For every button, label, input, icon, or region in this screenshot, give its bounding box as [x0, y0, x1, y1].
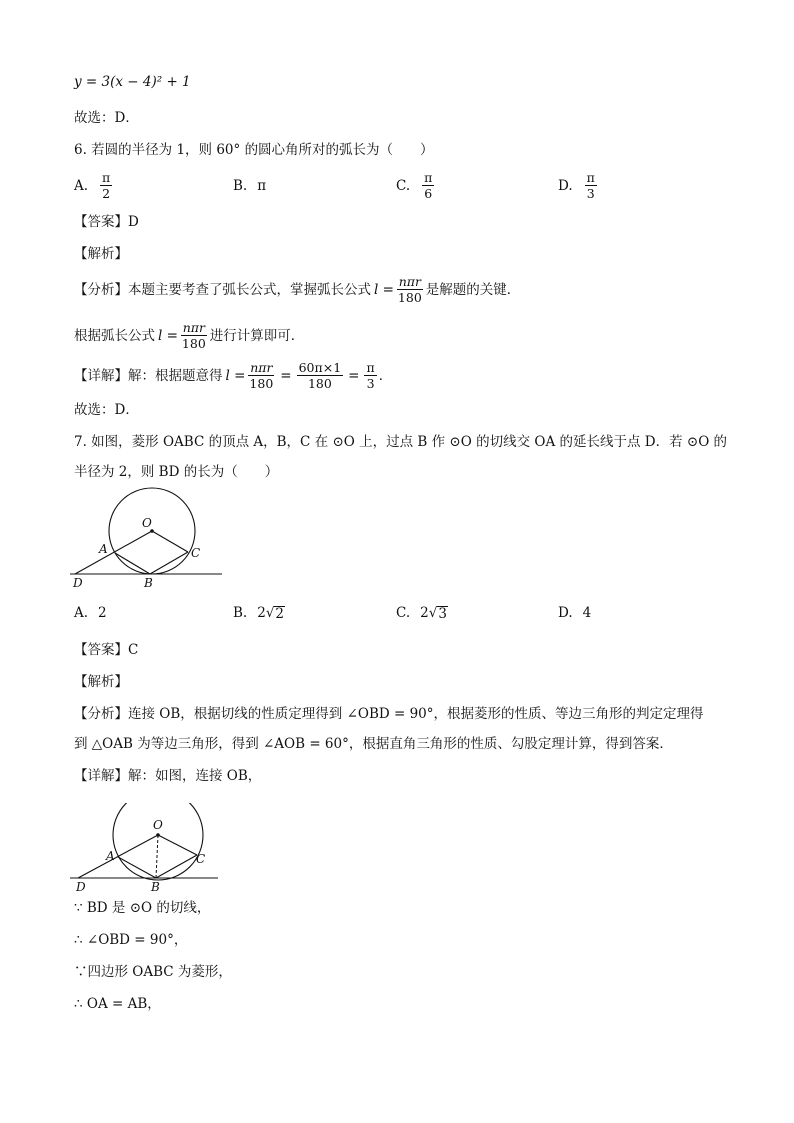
q7-step-4: ∴ OA = AB， [74, 996, 161, 1012]
q6-calc [74, 320, 304, 351]
q7-option-a [74, 603, 107, 623]
prev-choice: 故选：D． [74, 110, 139, 126]
q7-figure [70, 486, 230, 592]
q6-option-c [396, 170, 436, 201]
option-label: D. [558, 177, 573, 194]
arc-fraction [180, 320, 208, 351]
line-do [75, 531, 152, 574]
label-o: O [153, 818, 163, 832]
arc-fraction [247, 360, 275, 391]
q6-choice: 故选：D． [74, 402, 139, 418]
arc-fraction [396, 274, 424, 305]
q6-answer: 【答案】D [74, 214, 139, 230]
q7-solution-figure [70, 803, 226, 897]
numerator: π [424, 170, 433, 185]
label-a: A [106, 849, 115, 863]
denominator: 6 [424, 186, 433, 201]
option-label: D. [558, 605, 573, 621]
option-text: π [257, 178, 267, 194]
fenxi-suffix: 是解题的关键． [425, 281, 521, 298]
q6-option-d [558, 170, 599, 201]
denominator: 180 [249, 376, 274, 391]
q6-fenxi [74, 274, 520, 305]
numerator: 60π×1 [298, 360, 342, 375]
q7-option-d [558, 603, 591, 623]
label-d: D [73, 576, 83, 590]
prev-formula: y = 3(x − 4)² + 1 [74, 74, 191, 90]
q7-option-c [396, 603, 448, 623]
q7-answer: 【答案】C [74, 642, 139, 658]
coefficient: 2 [257, 605, 266, 621]
numerator: nπr [182, 320, 205, 335]
sqrt-symbol: √ [265, 605, 275, 621]
label-b: B [144, 576, 153, 590]
radicand: 2 [275, 605, 285, 622]
equals-sign: = [280, 367, 292, 384]
q7-step-1: ∵ BD 是 ⊙O 的切线， [74, 900, 211, 916]
equals-sign: = [348, 367, 360, 384]
calc-suffix: 进行计算即可． [209, 327, 305, 344]
q6-option-a [74, 170, 114, 201]
option-label: B. [233, 605, 248, 621]
q7-option-b [233, 603, 285, 623]
q7-analysis-title: 【解析】 [74, 674, 128, 690]
line-ab [115, 553, 150, 574]
option-fraction [100, 170, 112, 201]
line-oc [152, 531, 188, 552]
detail-prefix: 【详解】解：根据题意得 [74, 367, 223, 384]
fenxi-prefix: 【分析】本题主要考查了弧长公式，掌握弧长公式 [74, 281, 371, 298]
radicand: 3 [438, 605, 447, 622]
denominator: 180 [181, 336, 206, 351]
line-do [78, 835, 158, 878]
option-label: C. [396, 605, 411, 621]
label-o: O [142, 516, 152, 530]
label-d: D [76, 880, 86, 894]
line-oc [158, 835, 197, 855]
q7-stem-line2: 半径为 2，则 BD 的长为（ ） [74, 464, 279, 480]
option-fraction [585, 170, 597, 201]
numerator: π [586, 170, 595, 185]
denominator: 180 [397, 290, 422, 305]
q7-step-2: ∴ ∠OBD = 90°， [74, 932, 188, 948]
calc-prefix: 根据弧长公式 [74, 327, 155, 344]
label-c: C [191, 546, 201, 560]
result-fraction [364, 360, 376, 391]
formula-lhs: l = [374, 281, 394, 298]
numerator: nπr [250, 360, 273, 375]
formula-lhs: l = [158, 327, 178, 344]
option-label: B. [233, 178, 248, 194]
option-label: A. [74, 177, 89, 194]
q7-detail: 【详解】解：如图，连接 OB， [74, 768, 262, 784]
period: ． [378, 367, 393, 384]
q7-fenxi-line1: 【分析】连接 OB，根据切线的性质定理得到 ∠OBD = 90°，根据菱形的性质、等边三角形的判定定理得 [74, 706, 704, 722]
q6-detail [74, 360, 392, 391]
q7-fenxi-line2: 到 △OAB 为等边三角形，得到 ∠AOB = 60°，根据直角三角形的性质、勾股定理计算，得到答案． [74, 736, 673, 752]
coefficient: 2 [420, 605, 429, 621]
numerator: nπr [398, 274, 421, 289]
option-fraction [422, 170, 434, 201]
q6-stem: 6. 若圆的半径为 1，则 60° 的圆心角所对的弧长为（ ） [74, 142, 434, 158]
option-label: C. [396, 177, 411, 194]
numerator: π [102, 170, 111, 185]
label-a: A [99, 542, 108, 556]
denominator: 3 [586, 186, 595, 201]
line-ob-dashed [156, 835, 158, 878]
q7-stem-line1: 7. 如图，菱形 OABC 的顶点 A，B，C 在 ⊙O 上，过点 B 作 ⊙O 的切线交 OA 的延长线于点 D．若 ⊙O 的 [74, 434, 728, 450]
q6-option-b [233, 176, 266, 196]
q6-analysis-title: 【解析】 [74, 246, 128, 262]
sqrt-symbol: √ [428, 605, 438, 621]
formula-lhs: l = [225, 367, 246, 384]
center-point [156, 833, 160, 837]
numerator: π [366, 360, 375, 375]
option-text: 4 [582, 605, 592, 621]
sub-fraction [297, 360, 344, 391]
label-b: B [151, 880, 160, 894]
denominator: 3 [366, 376, 375, 391]
option-label: A. [74, 605, 89, 621]
denominator: 2 [102, 186, 111, 201]
q7-step-3: ∵四边形 OABC 为菱形， [74, 964, 232, 980]
denominator: 180 [307, 376, 332, 391]
option-text: 2 [98, 605, 107, 621]
label-c: C [196, 852, 206, 866]
